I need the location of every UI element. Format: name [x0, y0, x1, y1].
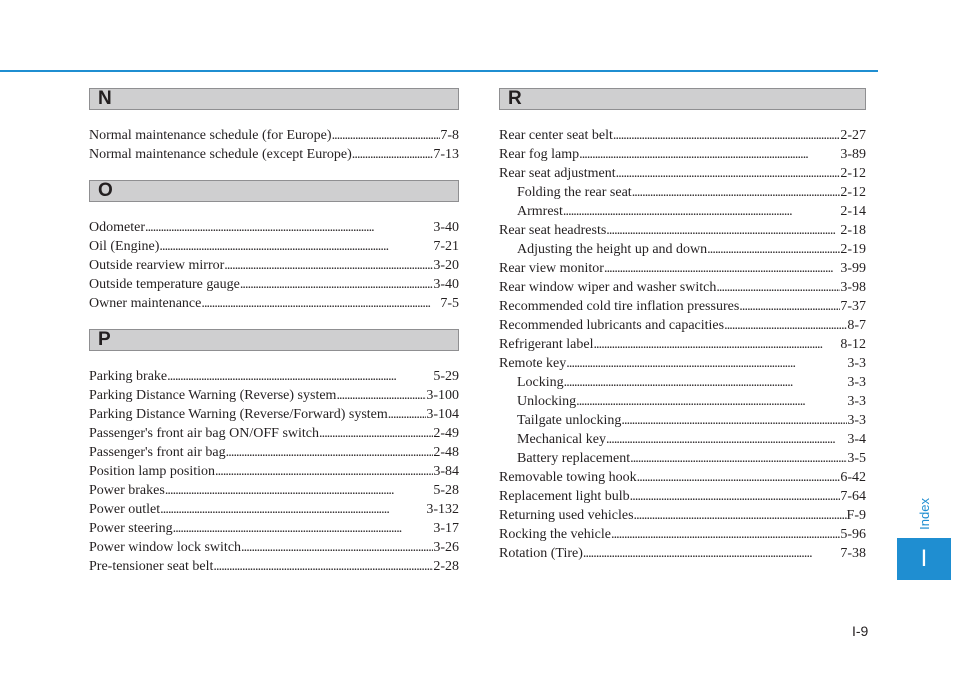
dot-leader [145, 218, 433, 237]
section-letter-n: N [98, 88, 112, 109]
dot-leader [632, 183, 841, 202]
index-entry-page: 6-42 [840, 470, 866, 485]
index-entry-term: Parking Distance Warning (Reverse) system [89, 388, 337, 403]
dot-leader [716, 278, 840, 297]
index-entry [499, 411, 866, 430]
index-entry-term: Adjusting the height up and down [517, 242, 708, 257]
index-entry-term: Removable towing hook [499, 470, 637, 485]
index-entry [89, 275, 459, 294]
index-entry-term: Parking brake [89, 369, 168, 384]
index-entry [89, 386, 459, 405]
index-entry-page: 7-8 [440, 128, 459, 143]
index-entry-page: 2-12 [840, 185, 866, 200]
dot-leader [630, 487, 841, 506]
index-entry [89, 126, 459, 145]
index-entry [89, 256, 459, 275]
index-entry [499, 259, 866, 278]
index-entry-page: 3-3 [847, 413, 866, 428]
index-entry-term: Parking Distance Warning (Reverse/Forward) system [89, 407, 388, 422]
dot-leader [319, 424, 433, 443]
index-entry-page: 3-3 [847, 356, 866, 371]
index-entry [89, 237, 459, 256]
right-column [499, 88, 866, 563]
index-list-o [89, 218, 459, 313]
index-entry-term: Rear view monitor [499, 261, 604, 276]
index-entry-term: Oil (Engine) [89, 239, 160, 254]
index-entry-page: 3-3 [847, 375, 866, 390]
section-header-n [89, 88, 459, 110]
index-entry-page: 5-28 [433, 483, 459, 498]
index-entry-term: Power window lock switch [89, 540, 242, 555]
dot-leader [201, 294, 440, 313]
index-entry-page: 2-28 [433, 559, 459, 574]
index-entry [499, 468, 866, 487]
dot-leader [724, 316, 847, 335]
index-entry-page: 7-37 [840, 299, 866, 314]
index-entry [89, 519, 459, 538]
index-entry-page: 2-19 [840, 242, 866, 257]
dot-leader [224, 256, 433, 275]
index-entry-term: Rear fog lamp [499, 147, 580, 162]
index-entry-term: Folding the rear seat [517, 185, 632, 200]
index-entry [89, 500, 459, 519]
dot-leader [213, 557, 433, 576]
dot-leader [564, 373, 848, 392]
index-entry-term: Normal maintenance schedule (for Europe) [89, 128, 332, 143]
side-tab-label-area [897, 218, 951, 536]
dot-leader [167, 367, 433, 386]
index-entry-page: 2-49 [433, 426, 459, 441]
dot-leader [606, 221, 840, 240]
section-letter-r: R [508, 88, 522, 109]
index-entry-term: Tailgate unlocking [517, 413, 622, 428]
dot-leader [563, 202, 840, 221]
index-entry [499, 164, 866, 183]
page-number: I-9 [852, 623, 869, 639]
dot-leader [336, 386, 426, 405]
dot-leader [165, 481, 434, 500]
index-entry-term: Rear seat adjustment [499, 166, 616, 181]
index-entry [499, 335, 866, 354]
index-list-n [89, 126, 459, 164]
index-entry-page: 3-98 [840, 280, 866, 295]
index-entry-page: 3-99 [840, 261, 866, 276]
index-entry-term: Rear seat headrests [499, 223, 607, 238]
left-column [89, 88, 459, 576]
index-entry-term: Rear window wiper and washer switch [499, 280, 717, 295]
index-entry-page: 7-13 [433, 147, 459, 162]
index-entry-term: Rotation (Tire) [499, 546, 583, 561]
index-entry [89, 443, 459, 462]
index-entry-term: Unlocking [517, 394, 577, 409]
dot-leader [616, 164, 841, 183]
index-entry-page: 5-29 [433, 369, 459, 384]
dot-leader [630, 449, 847, 468]
index-entry [89, 218, 459, 237]
index-entry-term: Locking [517, 375, 564, 390]
index-entry [499, 145, 866, 164]
section-letter-p: P [98, 329, 111, 350]
index-entry-page: 5-96 [840, 527, 866, 542]
index-entry-page: 3-26 [433, 540, 459, 555]
index-entry-term: Passenger's front air bag [89, 445, 226, 460]
index-entry-page: 2-14 [840, 204, 866, 219]
index-entry-page: 2-12 [840, 166, 866, 181]
index-list-p [89, 367, 459, 576]
index-entry [499, 297, 866, 316]
dot-leader [606, 430, 847, 449]
index-entry-term: Passenger's front air bag ON/OFF switch [89, 426, 319, 441]
top-rule [0, 70, 878, 72]
index-entry [499, 202, 866, 221]
index-list-r [499, 126, 866, 563]
dot-leader [173, 519, 434, 538]
index-entry-term: Power brakes [89, 483, 165, 498]
index-entry-term: Replacement light bulb [499, 489, 630, 504]
index-entry [499, 430, 866, 449]
index-entry-page: 3-4 [847, 432, 866, 447]
index-entry-page: 3-84 [433, 464, 459, 479]
index-entry-page: F-9 [846, 508, 866, 523]
dot-leader [583, 544, 840, 563]
index-entry-term: Power outlet [89, 502, 161, 517]
index-entry-page: 2-18 [840, 223, 866, 238]
dot-leader [637, 468, 841, 487]
index-entry-page: 3-17 [433, 521, 459, 536]
index-entry [89, 367, 459, 386]
index-entry [89, 424, 459, 443]
dot-leader [226, 443, 434, 462]
index-entry [499, 316, 866, 335]
section-header-r [499, 88, 866, 110]
dot-leader [634, 506, 847, 525]
index-entry-page: 3-104 [426, 407, 459, 422]
index-side-tab[interactable] [897, 218, 951, 580]
index-entry [499, 525, 866, 544]
index-entry-page: 7-5 [440, 296, 459, 311]
dot-leader [241, 538, 433, 557]
index-entry-page: 2-27 [840, 128, 866, 143]
dot-leader [593, 335, 840, 354]
index-entry-page: 7-38 [840, 546, 866, 561]
index-entry-term: Owner maintenance [89, 296, 202, 311]
dot-leader [388, 405, 427, 424]
index-entry [499, 506, 866, 525]
side-tab-letter: I [920, 545, 928, 572]
index-entry-page: 7-64 [840, 489, 866, 504]
index-entry [499, 449, 866, 468]
dot-leader [160, 500, 426, 519]
index-entry [89, 481, 459, 500]
index-entry-term: Power steering [89, 521, 173, 536]
index-entry-term: Mechanical key [517, 432, 607, 447]
index-entry-term: Pre-tensioner seat belt [89, 559, 214, 574]
index-entry [499, 183, 866, 202]
dot-leader [332, 126, 441, 145]
dot-leader [611, 525, 840, 544]
index-entry [89, 557, 459, 576]
dot-leader [604, 259, 840, 278]
index-entry-term: Recommended cold tire inflation pressures [499, 299, 740, 314]
dot-leader [739, 297, 840, 316]
index-entry-page: 3-3 [847, 394, 866, 409]
index-entry-page: 3-5 [847, 451, 866, 466]
dot-leader [566, 354, 847, 373]
index-entry-page: 8-7 [847, 318, 866, 333]
index-entry [499, 278, 866, 297]
index-entry-term: Battery replacement [517, 451, 631, 466]
index-entry-page: 3-20 [433, 258, 459, 273]
index-entry [499, 240, 866, 259]
index-entry-page: 3-40 [433, 220, 459, 235]
index-entry-term: Remote key [499, 356, 567, 371]
index-entry [89, 538, 459, 557]
index-entry-term: Armrest [517, 204, 563, 219]
index-entry-page: 3-132 [426, 502, 459, 517]
index-entry-term: Outside rearview mirror [89, 258, 225, 273]
dot-leader [240, 275, 434, 294]
index-entry-term: Rocking the vehicle [499, 527, 611, 542]
side-tab-block[interactable] [897, 538, 951, 580]
index-entry [499, 544, 866, 563]
index-entry [499, 126, 866, 145]
index-entry-page: 8-12 [840, 337, 866, 352]
index-entry [499, 354, 866, 373]
index-entry-page: 3-100 [426, 388, 459, 403]
index-entry [499, 392, 866, 411]
dot-leader [352, 145, 434, 164]
index-entry [499, 487, 866, 506]
index-entry-term: Normal maintenance schedule (except Europe) [89, 147, 352, 162]
dot-leader [579, 145, 840, 164]
index-entry-term: Odometer [89, 220, 145, 235]
index-entry-term: Refrigerant label [499, 337, 594, 352]
index-entry-page: 2-48 [433, 445, 459, 460]
index-entry-term: Rear center seat belt [499, 128, 613, 143]
index-entry [89, 405, 459, 424]
index-entry [499, 373, 866, 392]
side-tab-label: Index [916, 498, 932, 530]
index-entry-term: Recommended lubricants and capacities [499, 318, 725, 333]
section-header-p [89, 329, 459, 351]
section-letter-o: O [98, 180, 113, 201]
index-entry [89, 145, 459, 164]
index-entry-term: Position lamp position [89, 464, 216, 479]
dot-leader [707, 240, 840, 259]
index-entry-page: 3-40 [433, 277, 459, 292]
index-entry [89, 462, 459, 481]
index-entry [499, 221, 866, 240]
index-entry-term: Returning used vehicles [499, 508, 634, 523]
index-entry-page: 3-89 [840, 147, 866, 162]
dot-leader [613, 126, 840, 145]
dot-leader [215, 462, 433, 481]
dot-leader [159, 237, 433, 256]
dot-leader [621, 411, 847, 430]
index-entry [89, 294, 459, 313]
section-header-o [89, 180, 459, 202]
index-entry-page: 7-21 [433, 239, 459, 254]
index-entry-term: Outside temperature gauge [89, 277, 240, 292]
dot-leader [576, 392, 847, 411]
